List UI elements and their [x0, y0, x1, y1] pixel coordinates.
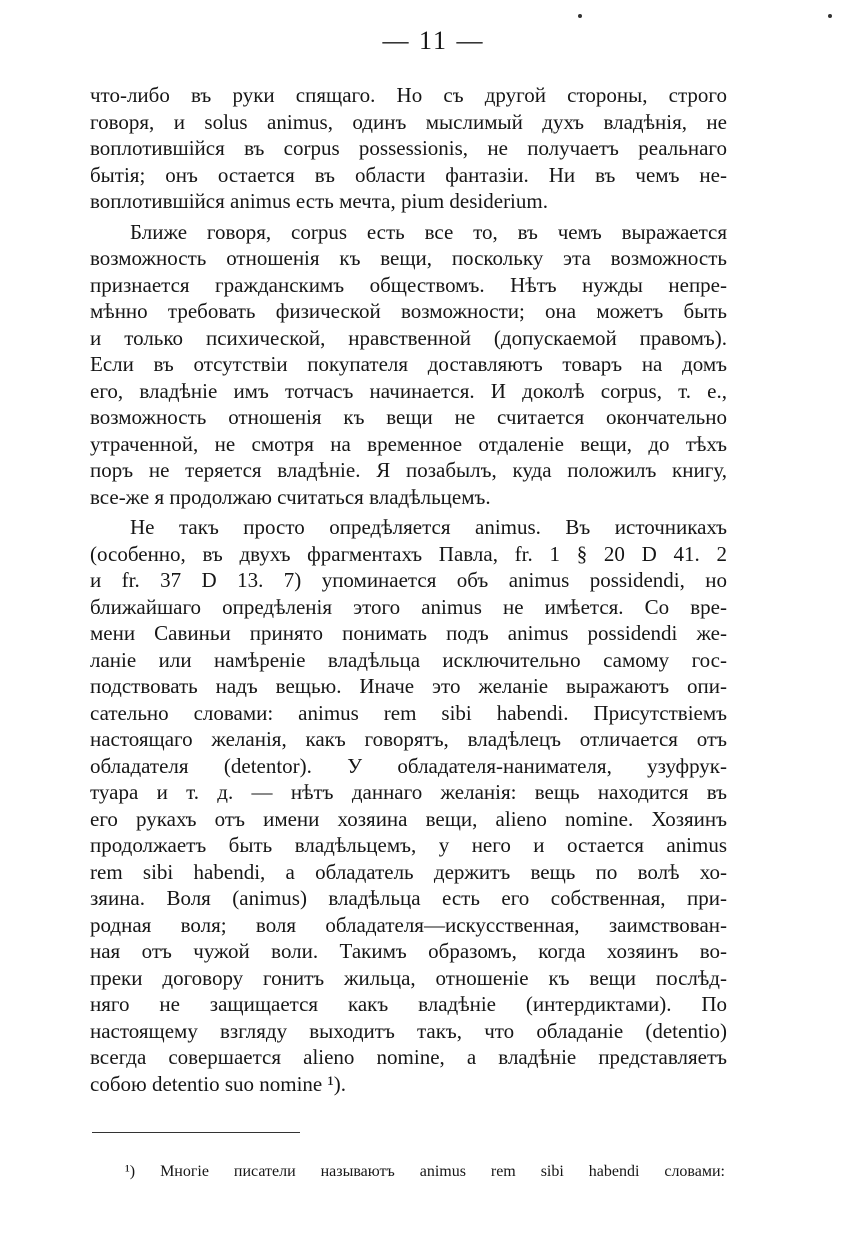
- text-line: няго не защищается какъ владѣніе (интердиктами). По: [90, 992, 727, 1016]
- text-line: ная отъ чужой воли. Такимъ образомъ, когда хозяинъ во-: [90, 939, 727, 963]
- page-number: — 11 —: [382, 26, 485, 55]
- text-line: воплотившійся въ corpus possessionis, не получаетъ реальнаго: [90, 136, 727, 160]
- paragraph-1: [90, 82, 727, 215]
- text-line: настоящему взгляду выходитъ такъ, что обладаніе (detentio): [90, 1018, 727, 1043]
- text-line: мѣнно требовать физической возможности; она можетъ быть: [90, 299, 727, 323]
- paragraph-2: [90, 219, 727, 511]
- text-line: обладателя (detentor). У обладателя-нанимателя, узуфрук-: [90, 753, 727, 778]
- text-line: и только психической, нравственной (допускаемой правомъ).: [90, 325, 727, 350]
- text-line: все-же я продолжаю считаться владѣльцемъ.: [90, 484, 491, 509]
- text-line: поръ не теряется владѣніе. Я позабылъ, куда положилъ книгу,: [90, 458, 727, 482]
- body-text: [90, 82, 727, 1097]
- text-line: признается гражданскимъ обществомъ. Нѣтъ нужды непре-: [90, 272, 727, 297]
- text-line: настоящаго желанія, какъ говорятъ, владѣлецъ отличается отъ: [90, 727, 727, 751]
- footnote-divider: [92, 1132, 300, 1133]
- text-line: Если въ отсутствіи покупателя доставляютъ товаръ на домъ: [90, 352, 727, 376]
- text-line: говоря, и solus animus, одинъ мыслимый духъ владѣнія, не: [90, 109, 727, 134]
- paragraph-3: [90, 514, 727, 1097]
- text-line: продолжаетъ быть владѣльцемъ, у него и остается animus: [90, 833, 727, 857]
- text-line: ланіе или намѣреніе владѣльца исключительно самому гос-: [90, 647, 727, 672]
- text-line: его, владѣніе имъ тотчасъ начинается. И доколѣ corpus, т. е.,: [90, 378, 727, 403]
- text-line: подствовать надъ вещью. Иначе это желаніе выражаютъ опи-: [90, 674, 727, 698]
- text-line: мени Савиньи принято понимать подъ animus possidendi же-: [90, 621, 727, 645]
- text-line: бытія; онъ остается въ области фантазіи. Ни въ чемъ не-: [90, 162, 727, 187]
- text-line: утраченной, не смотря на временное отдаленіе вещи, до тѣхъ: [90, 431, 727, 456]
- text-line: воплотившійся animus есть мечта, pium desiderium.: [90, 189, 548, 213]
- text-line: туара и т. д. — нѣтъ даннаго желанія: вещь находится въ: [90, 780, 727, 804]
- print-speck: [828, 14, 832, 18]
- text-line: что-либо въ руки спящаго. Но съ другой стороны, строго: [90, 83, 727, 107]
- text-line: сательно словами: animus rem sibi habendi. Присутствіемъ: [90, 700, 727, 725]
- text-line: Не такъ просто опредѣляется animus. Въ источникахъ: [130, 515, 727, 539]
- text-line: зяина. Воля (animus) владѣльца есть его собственная, при-: [90, 886, 727, 910]
- text-line: собою detentio suo nomine ¹).: [90, 1071, 347, 1096]
- text-line: его рукахъ отъ имени хозяина вещи, alieno nomine. Хозяинъ: [90, 806, 727, 831]
- print-speck: [578, 14, 582, 18]
- text-line: всегда совершается alieno nomine, а владѣніе представляетъ: [90, 1045, 727, 1069]
- text-line: и fr. 37 D 13. 7) упоминается объ animus possidendi, но: [90, 568, 727, 592]
- text-line: Ближе говоря, corpus есть все то, въ чемъ выражается: [130, 219, 727, 244]
- text-line: преки договору гонитъ жильца, отношеніе къ вещи послѣд-: [90, 965, 727, 990]
- text-line: (особенно, въ двухъ фрагментахъ Павла, fr. 1 § 20 D 41. 2: [90, 541, 727, 566]
- footnote: ¹) Многіе писатели называютъ animus rem sibi habendi словами:: [125, 1163, 725, 1180]
- text-line: возможность отношенія къ вещи не считается окончательно: [90, 405, 727, 429]
- text-line: родная воля; воля обладателя—искусственная, заимствован-: [90, 912, 727, 937]
- text-line: rem sibi habendi, а обладатель держитъ вещь по волѣ хо-: [90, 859, 727, 884]
- text-line: ближайшаго опредѣленія этого animus не имѣется. Со вре-: [90, 594, 727, 619]
- text-line: возможность отношенія къ вещи, поскольку эта возможность: [90, 246, 727, 270]
